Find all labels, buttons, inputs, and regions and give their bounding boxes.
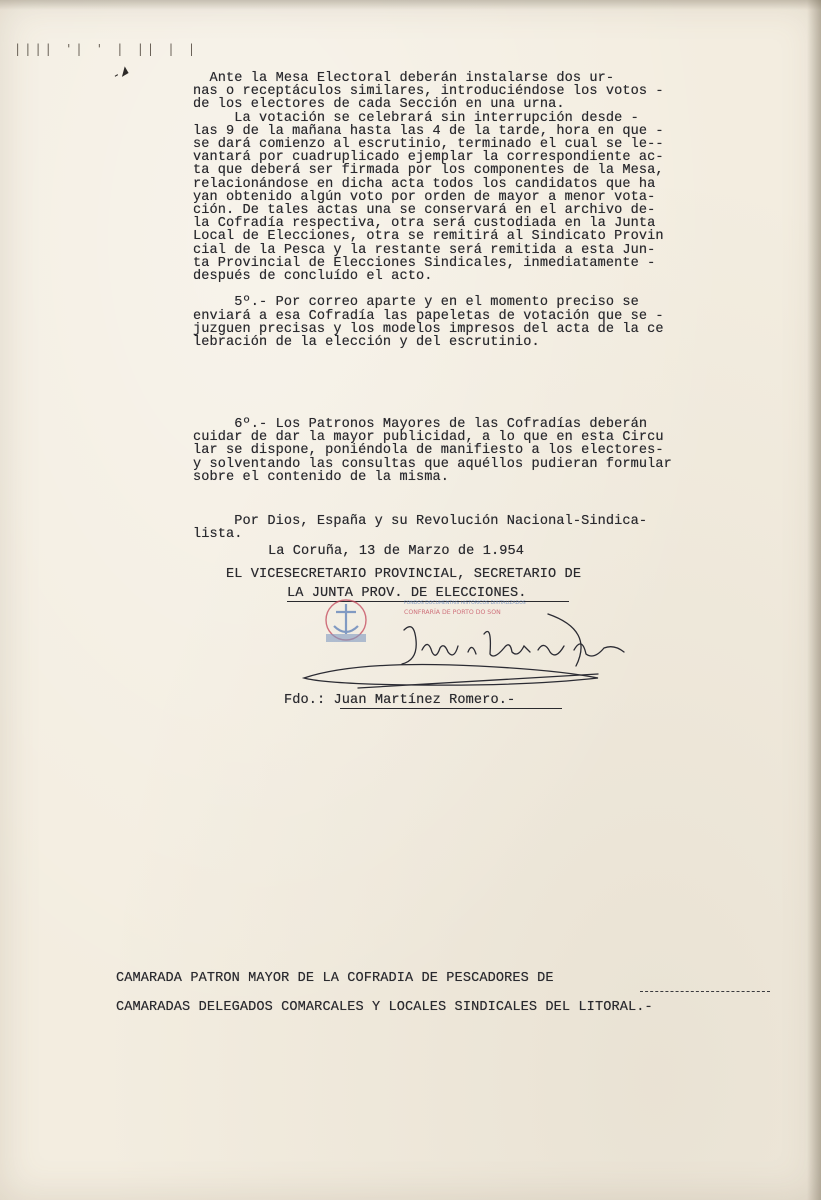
- body-line: juzguen precisas y los modelos impresos del acta de la ce: [193, 321, 664, 337]
- body-line: la Cofradía respectiva, otra será custodiada en la Junta: [193, 216, 656, 232]
- body-line: después de concluído el acto.: [193, 269, 433, 285]
- paragraph-6: [193, 418, 672, 484]
- page-edge-right: [807, 0, 821, 1200]
- handwritten-signature-icon: [298, 600, 638, 700]
- closing-formula: [193, 515, 647, 541]
- paragraph-line: sobre el contenido de la misma.: [193, 469, 449, 485]
- body-line: ta que deberá ser firmada por los componentes de la Mesa,: [193, 163, 664, 179]
- body-line: yan obtenido algún voto por orden de mayor a menor vota-: [193, 189, 656, 205]
- body-line: Local de Elecciones, otra se remitirá al Sindicato Provin: [193, 229, 664, 245]
- addressee-line-2: CAMARADAS DELEGADOS COMARCALES Y LOCALES SINDICALES DEL LITORAL.-: [116, 1000, 653, 1015]
- body-line: de los electores de cada Sección en una urna.: [193, 97, 565, 113]
- body-line: 5º.- Por correo aparte y en el momento preciso se: [193, 295, 639, 311]
- addressee-blank-field: [640, 991, 770, 992]
- paragraph-line: 6º.- Los Patronos Mayores de las Cofradías deberán: [193, 417, 648, 432]
- place-date: La Coruña, 13 de Marzo de 1.954: [268, 544, 524, 559]
- body-line: relacionándose en dicha acta todos los candidatos que ha: [193, 176, 656, 192]
- body-line: vantará por cuadruplicado ejemplar la correspondiente ac-: [193, 150, 664, 166]
- body-line: enviará a esa Cofradía las papeletas de votación que se -: [193, 308, 664, 324]
- margin-tick-icon: -◢: [109, 63, 131, 84]
- body-line: Ante la Mesa Electoral deberán instalarse dos ur-: [193, 71, 615, 86]
- body-line: cial de la Pesca y la restante será remitida a esta Jun-: [193, 242, 656, 258]
- addressee-line-1: CAMARADA PATRON MAYOR DE LA COFRADIA DE PESCADORES DE: [116, 971, 554, 986]
- body-line: La votación se celebrará sin interrupción desde -: [193, 110, 639, 126]
- body-line: lebración de la elección y del escrutinio.: [193, 335, 540, 351]
- page-edge-top: [0, 0, 821, 10]
- signed-by: Fdo.: Juan Martínez Romero.-: [284, 693, 516, 708]
- body-line: ta Provincial de Elecciones Sindicales, inmediatamente -: [193, 255, 656, 271]
- stamp-text-1: FONDOS DOCUMENTAIS HISTÓRICOS DIXITALIZADOS: [404, 601, 526, 606]
- signed-by-underline: [340, 708, 562, 709]
- paragraph-line: cuidar de dar la mayor publicidad, a lo que en esta Circu: [193, 430, 664, 446]
- body-line: las 9 de la mañana hasta las 4 de la tarde, hora en que -: [193, 123, 664, 139]
- body-line: nas o receptáculos similares, introduciéndose los votos -: [193, 84, 664, 100]
- closing-line: Por Dios, España y su Revolución Nacional-Sindica-: [193, 514, 648, 529]
- closing-line: lista.: [193, 527, 243, 543]
- signer-title-line-2: LA JUNTA PROV. DE ELECCIONES.: [287, 586, 527, 601]
- margin-marks: |||| '| ' | || | |: [14, 42, 199, 56]
- stamp-text-2: CONFRARÍA DE PORTO DO SON: [404, 609, 501, 616]
- body-line: se dará comienzo al escrutinio, terminado el cual se le--: [193, 137, 664, 153]
- paragraph-line: lar se dispone, poniéndola de manifiesto a los electores-: [193, 443, 664, 459]
- body-paragraphs: [193, 72, 664, 349]
- body-line: ción. De tales actas una se conservará en el archivo de-: [193, 203, 656, 219]
- signer-title-line-1: EL VICESECRETARIO PROVINCIAL, SECRETARIO DE: [226, 567, 582, 582]
- paragraph-line: y solventando las consultas que aquéllos pudieran formular: [193, 456, 672, 472]
